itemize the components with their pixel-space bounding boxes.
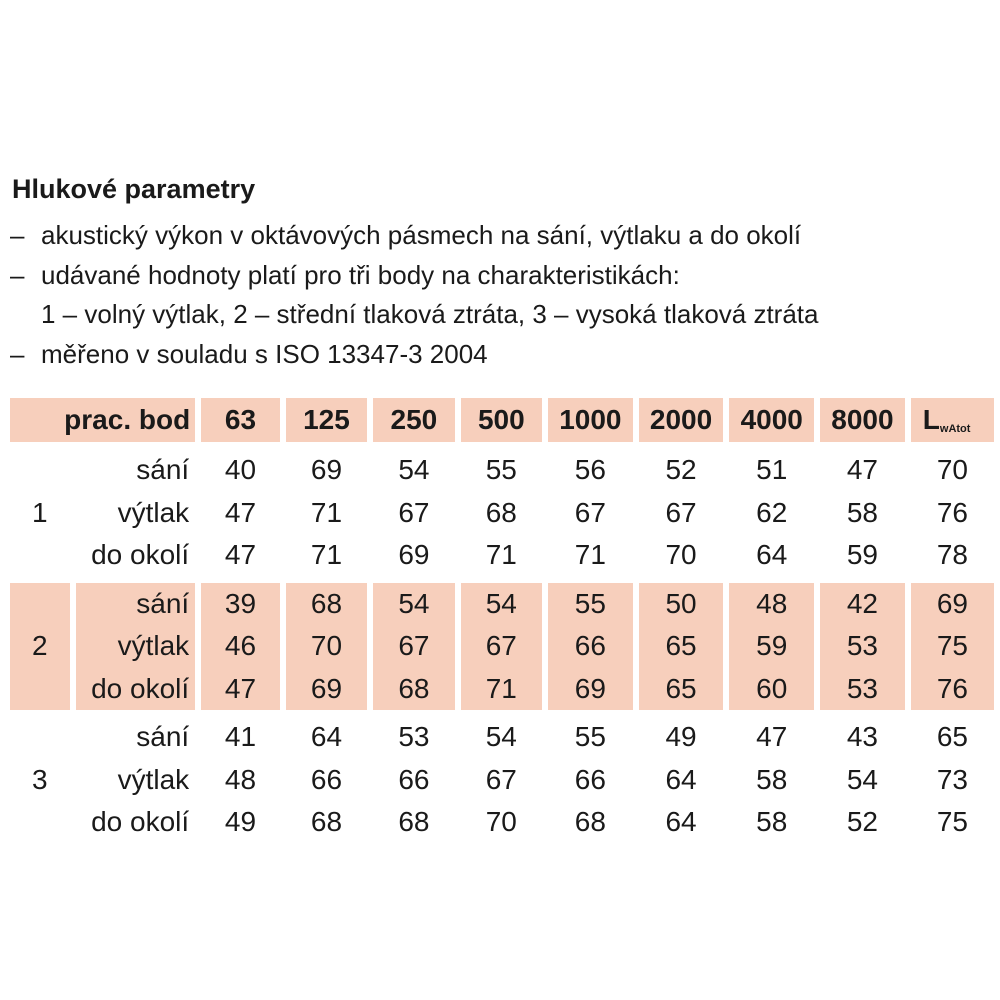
value-cell: 67 — [398, 496, 430, 528]
value-cell: 67 — [485, 763, 517, 795]
bullet-item — [10, 256, 819, 296]
table-row — [10, 492, 994, 535]
bullet-list — [10, 216, 819, 374]
value-cell: 69 — [310, 454, 343, 486]
row-label: výtlak — [76, 625, 195, 668]
table-row — [10, 668, 994, 711]
bullet-text: akustický výkon v oktávových pásmech na sání, výtlaku a do okolí — [41, 220, 802, 250]
bullet-dash: – — [10, 259, 25, 290]
header-frequency: 250 — [373, 398, 454, 442]
value-cell: 41 — [224, 721, 257, 753]
table-row — [10, 449, 994, 492]
total-value-cell: 69 — [911, 583, 994, 626]
value-cell: 58 — [846, 496, 879, 528]
value-cell: 54 — [846, 763, 879, 795]
value-cell: 54 — [373, 583, 454, 626]
header-frequency: 125 — [286, 398, 367, 442]
value-cell: 70 — [665, 539, 697, 571]
value-cell: 47 — [756, 721, 788, 753]
total-value-cell: 70 — [936, 454, 968, 486]
total-value-cell: 75 — [911, 625, 994, 668]
header-total-power — [911, 398, 994, 442]
value-cell: 53 — [820, 668, 905, 711]
value-cell: 65 — [639, 668, 724, 711]
value-cell: 66 — [548, 625, 633, 668]
value-cell: 48 — [729, 583, 814, 626]
table-row — [10, 801, 994, 844]
value-cell: 43 — [846, 721, 879, 753]
row-label: do okolí — [76, 668, 195, 711]
header-frequency: 1000 — [548, 398, 633, 442]
value-cell: 47 — [846, 454, 879, 486]
table-row — [10, 534, 994, 577]
value-cell: 39 — [201, 583, 280, 626]
total-subscript: wAtot — [939, 423, 971, 435]
value-cell: 67 — [373, 625, 454, 668]
total-label: L — [922, 404, 940, 435]
value-cell: 69 — [286, 668, 367, 711]
value-cell: 49 — [224, 806, 257, 838]
bullet-dash: – — [10, 338, 25, 369]
total-value-cell: 75 — [936, 806, 968, 838]
header-frequency: 8000 — [820, 398, 905, 442]
value-cell: 48 — [224, 763, 257, 795]
value-cell: 52 — [665, 454, 697, 486]
value-cell: 66 — [574, 763, 606, 795]
value-cell: 67 — [665, 496, 697, 528]
value-cell: 53 — [820, 625, 905, 668]
value-cell: 71 — [574, 539, 606, 571]
value-cell: 55 — [574, 721, 606, 753]
value-cell: 47 — [224, 496, 257, 528]
value-cell: 55 — [485, 454, 517, 486]
value-cell: 52 — [846, 806, 879, 838]
value-cell: 67 — [461, 625, 542, 668]
bullet-dash: – — [10, 220, 25, 250]
total-value-cell: 76 — [911, 668, 994, 711]
working-point-number: 3 — [32, 763, 48, 795]
bullet-item — [10, 335, 819, 375]
header-working-point: prac. bod — [10, 398, 195, 442]
row-label: do okolí — [91, 539, 190, 571]
value-cell: 59 — [729, 625, 814, 668]
value-cell: 42 — [820, 583, 905, 626]
value-cell: 68 — [373, 668, 454, 711]
value-cell: 54 — [398, 454, 430, 486]
value-cell: 64 — [665, 763, 697, 795]
value-cell: 70 — [286, 625, 367, 668]
value-cell: 53 — [398, 721, 430, 753]
value-cell: 59 — [846, 539, 879, 571]
table-row — [10, 625, 994, 668]
value-cell: 64 — [310, 721, 343, 753]
bullet-text: udávané hodnoty platí pro tři body na charakteristikách: — [41, 259, 680, 290]
page-title: Hlukové parametry — [12, 174, 256, 204]
value-cell: 70 — [485, 806, 517, 838]
bullet-text: 1 – volný výtlak, 2 – střední tlaková ztráta, 3 – vysoká tlaková ztráta — [41, 299, 819, 329]
value-cell: 58 — [756, 806, 788, 838]
value-cell: 68 — [485, 496, 517, 528]
value-cell: 54 — [461, 583, 542, 626]
working-point-number: 2 — [10, 583, 70, 711]
value-cell: 68 — [310, 806, 343, 838]
working-point-number: 1 — [32, 496, 48, 528]
value-cell: 50 — [639, 583, 724, 626]
value-cell: 60 — [729, 668, 814, 711]
value-cell: 40 — [224, 454, 257, 486]
row-label: sání — [136, 454, 190, 486]
table-row — [10, 759, 994, 802]
table-row — [10, 716, 994, 759]
value-cell: 51 — [756, 454, 788, 486]
value-cell: 67 — [574, 496, 606, 528]
value-cell: 56 — [574, 454, 606, 486]
value-cell: 71 — [310, 496, 343, 528]
value-cell: 69 — [548, 668, 633, 711]
value-cell: 71 — [461, 668, 542, 711]
header-frequency: 500 — [461, 398, 542, 442]
value-cell: 65 — [639, 625, 724, 668]
row-label: výtlak — [117, 763, 190, 795]
header-frequency: 4000 — [729, 398, 814, 442]
value-cell: 71 — [310, 539, 343, 571]
value-cell: 47 — [224, 539, 257, 571]
value-cell: 66 — [398, 763, 430, 795]
table-row — [10, 583, 994, 626]
value-cell: 46 — [201, 625, 280, 668]
value-cell: 54 — [485, 721, 517, 753]
value-cell: 49 — [665, 721, 697, 753]
value-cell: 58 — [756, 763, 788, 795]
table-body — [10, 449, 994, 844]
header-frequency: 2000 — [639, 398, 724, 442]
total-value-cell: 78 — [936, 539, 968, 571]
value-cell: 68 — [286, 583, 367, 626]
value-cell: 68 — [574, 806, 606, 838]
value-cell: 47 — [201, 668, 280, 711]
total-value-cell: 73 — [936, 763, 968, 795]
row-label: výtlak — [117, 496, 190, 528]
bullet-item — [10, 216, 819, 256]
bullet-item-continuation — [10, 295, 819, 335]
row-label: sání — [76, 583, 195, 626]
value-cell: 64 — [665, 806, 697, 838]
value-cell: 66 — [310, 763, 343, 795]
header-frequency: 63 — [201, 398, 280, 442]
value-cell: 69 — [398, 539, 430, 571]
value-cell: 64 — [756, 539, 788, 571]
bullet-text: měřeno v souladu s ISO 13347-3 2004 — [41, 338, 488, 369]
value-cell: 62 — [756, 496, 788, 528]
table-header-row — [10, 398, 994, 442]
value-cell: 68 — [398, 806, 430, 838]
total-value-cell: 76 — [936, 496, 968, 528]
row-label: sání — [136, 721, 190, 753]
value-cell: 55 — [548, 583, 633, 626]
noise-table — [4, 398, 1000, 844]
value-cell: 71 — [485, 539, 517, 571]
row-label: do okolí — [91, 806, 190, 838]
total-value-cell: 65 — [936, 721, 968, 753]
